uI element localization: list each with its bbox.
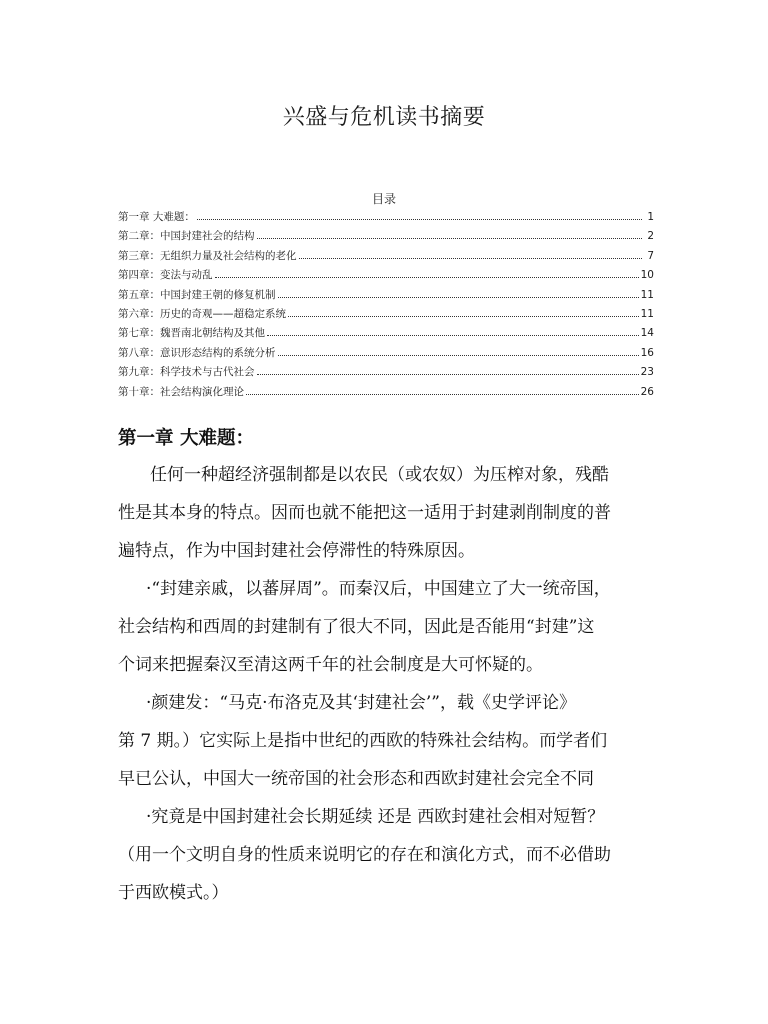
- toc-entry[interactable]: [118, 345, 654, 364]
- toc-entry-page: 11: [640, 307, 654, 320]
- toc-entry-label: 第三章：无组织力量及社会结构的老化: [118, 249, 297, 262]
- section-body: [118, 456, 658, 912]
- paragraph: [118, 684, 658, 798]
- toc-entry-page: 1: [647, 211, 654, 223]
- toc-entry-label: 第九章：科学技术与古代社会: [118, 366, 255, 379]
- toc-leader-dots: [257, 373, 639, 375]
- paragraph-line: 社会结构和西周的封建制有了很大不同，因此是否能用“封建”这: [118, 617, 595, 637]
- document-title: 兴盛与危机读书摘要: [282, 105, 486, 130]
- toc-entry[interactable]: [118, 325, 654, 344]
- toc-leader-dots: [215, 276, 639, 278]
- toc-entry-label: 第六章：历史的奇观——超稳定系统: [118, 307, 286, 320]
- toc-entry[interactable]: [118, 267, 654, 286]
- section-heading: 第一章 大难题：: [118, 428, 254, 449]
- paragraph-line: 早已公认，中国大一统帝国的社会形态和西欧封建社会完全不同: [118, 769, 594, 789]
- toc-entry-page: 16: [640, 346, 654, 359]
- toc-leader-dots: [257, 237, 643, 239]
- paragraph-line: 遍特点，作为中国封建社会停滞性的特殊原因。: [118, 541, 475, 561]
- toc-entry-page: 2: [647, 230, 654, 243]
- toc-leader-dots: [197, 218, 642, 220]
- paragraph-line: 性是其本身的特点。因而也就不能把这一适用于封建剥削制度的普: [118, 503, 611, 523]
- paragraph-line: 任何一种超经济强制都是以农民（或农奴）为压榨对象，残酷: [150, 465, 609, 485]
- paragraph-line: ·究竟是中国封建社会长期延续 还是 西欧封建社会相对短暂？: [146, 807, 605, 827]
- toc-entry[interactable]: [118, 248, 654, 267]
- toc-leader-dots: [278, 296, 639, 298]
- paragraph: [118, 570, 658, 684]
- table-of-contents: [118, 209, 654, 403]
- paragraph-line: ·颜建发：“马克·布洛克及其‘封建社会’”，载《史学评论》: [146, 693, 576, 713]
- paragraph-line: 个词来把握秦汉至清这两千年的社会制度是大可怀疑的。: [118, 655, 543, 675]
- toc-entry-label: 第二章：中国封建社会的结构: [118, 230, 255, 243]
- toc-entry[interactable]: [118, 306, 654, 325]
- toc-entry[interactable]: [118, 287, 654, 306]
- paragraph: [118, 456, 658, 570]
- toc-entry-page: 23: [640, 366, 654, 379]
- toc-entry-page: 26: [640, 385, 654, 398]
- toc-leader-dots: [288, 315, 639, 317]
- toc-entry-label: 第一章 大难题：: [118, 211, 195, 223]
- toc-entry[interactable]: [118, 209, 654, 228]
- toc-entry-label: 第四章：变法与动乱: [118, 269, 213, 282]
- toc-entry[interactable]: [118, 228, 654, 247]
- paragraph: [118, 798, 658, 912]
- paragraph-line: ·“封建亲戚，以蕃屏周”。而秦汉后，中国建立了大一统帝国，: [146, 579, 611, 599]
- toc-leader-dots: [299, 257, 643, 259]
- toc-entry-label: 第五章：中国封建王朝的修复机制: [118, 288, 276, 301]
- paragraph-line: （用一个文明自身的性质来说明它的存在和演化方式，而不必借助: [118, 845, 611, 865]
- toc-entry-label: 第八章：意识形态结构的系统分析: [118, 346, 276, 359]
- toc-leader-dots: [246, 393, 639, 395]
- toc-entry-page: 7: [647, 249, 654, 262]
- paragraph-line: 于西欧模式。）: [118, 883, 229, 903]
- toc-entry[interactable]: [118, 364, 654, 383]
- toc-entry-page: 11: [640, 288, 654, 301]
- toc-entry[interactable]: [118, 384, 654, 403]
- toc-entry-page: 14: [640, 327, 654, 340]
- toc-leader-dots: [267, 334, 639, 336]
- toc-heading: 目录: [371, 192, 396, 206]
- toc-leader-dots: [278, 354, 639, 356]
- toc-entry-label: 第七章：魏晋南北朝结构及其他: [118, 327, 265, 340]
- toc-entry-label: 第十章：社会结构演化理论: [118, 385, 244, 398]
- paragraph-line: 第 7 期。）它实际上是指中世纪的西欧的特殊社会结构。而学者们: [118, 731, 608, 751]
- toc-entry-page: 10: [640, 269, 654, 282]
